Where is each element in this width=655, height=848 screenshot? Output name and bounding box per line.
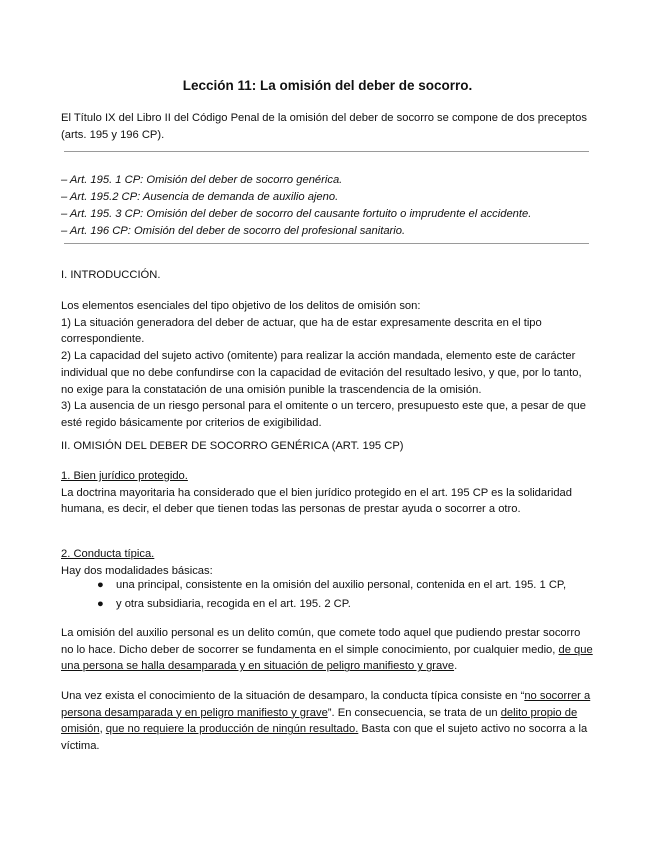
bullet-icon: ● — [97, 598, 104, 610]
underlined-text: de que una persona se halla desamparada y en situación de peligro manifiesto y grave — [61, 643, 593, 673]
intro-paragraph: El Título IX del Libro II del Código Penal de la omisión del deber de socorro se compone de dos preceptos (arts. 195 y 196 CP). — [61, 112, 587, 141]
divider — [64, 243, 589, 244]
article-item: – Art. 195. 3 CP: Omisión del deber de socorro del causante fortuito o imprudente el accidente. — [61, 208, 532, 220]
subsection-text: La doctrina mayoritaria ha considerado que el bien jurídico protegido en el art. 195 CP es la solidaridad humana, es decir, el deber que tienen todas las personas de prestar ayuda o socorrer a otro. — [61, 486, 573, 516]
lesson-title: Lección 11: La omisión del deber de socorro. — [182, 78, 473, 93]
article-item: – Art. 195. 1 CP: Omisión del deber de socorro genérica. — [61, 174, 343, 186]
list-item-text: y otra subsidiaria, recogida en el art. 195. 2 CP. — [116, 598, 351, 610]
list-item — [97, 595, 593, 614]
underlined-text: no socorrer a persona desamparada y en peligro manifiesto y grave — [61, 690, 591, 719]
bien-juridico-section — [61, 468, 593, 518]
list-item-text: una principal, consistente en la omisión del auxilio personal, contenida en el art. 195. 1 CP, — [116, 579, 567, 591]
subsection-heading: 1. Bien jurídico protegido. — [61, 470, 188, 482]
element-item: 2) La capacidad del sujeto activo (omitente) para realizar la acción mandada, elemento este de carácter individual que no debe confundirse con la capacidad de evitación del resultado lesivo, y que, por lo tanto, no exige para la constatación de una omisión punible la trascendencia de la omisión. — [61, 350, 582, 396]
article-item: – Art. 196 CP: Omisión del deber de socorro del profesional sanitario. — [61, 225, 406, 237]
element-item: 1) La situación generadora del deber de actuar, que ha de estar expresamente descrita en el tipo correspondiente. — [61, 316, 542, 346]
element-item: 3) La ausencia de un riesgo personal para el omitente o un tercero, presupuesto este que, a pesar de que esté regido básicamente por criterios de exigibilidad. — [61, 400, 586, 429]
omision-paragraph: La omisión del auxilio personal es un delito común, que comete todo aquel que pudiendo prestar socorro no lo hace. Dicho deber de socorrer se fundamenta en el simple conocimiento, por cualquier medio, de que una persona se halla desamparada y en situación de peligro manifiesto y grave. — [61, 627, 593, 673]
article-item: – Art. 195.2 CP: Ausencia de demanda de auxilio ajeno. — [61, 191, 339, 203]
divider — [64, 151, 589, 152]
modalidades-list — [97, 576, 593, 614]
elements-paragraph — [61, 298, 593, 432]
conducta-tipica-section — [61, 546, 593, 579]
section-heading: I. INTRODUCCIÓN. — [61, 269, 161, 281]
subsection-text: Hay dos modalidades básicas: — [61, 564, 213, 577]
section-heading: II. OMISIÓN DEL DEBER DE SOCORRO GENÉRICA (ART. 195 CP) — [61, 440, 404, 452]
subsection-heading: 2. Conducta típica. — [61, 548, 155, 560]
underlined-text: que no requiere la producción de ningún resultado. — [105, 723, 359, 736]
articles-list — [61, 172, 593, 240]
bullet-icon: ● — [97, 579, 104, 591]
list-item — [97, 576, 593, 595]
elements-intro: Los elementos esenciales del tipo objetivo de los delitos de omisión son: — [61, 300, 421, 312]
conocimiento-paragraph: Una vez exista el conocimiento de la situación de desamparo, la conducta típica consiste en “no socorrer a persona desamparada y en peligro manifiesto y grave”. En consecuencia, se trata de un delito propio de omisión, que no requiere la producción de ningún resultado. Basta con que el sujeto activo no socorra a la víctima. — [61, 690, 591, 753]
underlined-text: delito propio de omisión — [61, 706, 578, 736]
